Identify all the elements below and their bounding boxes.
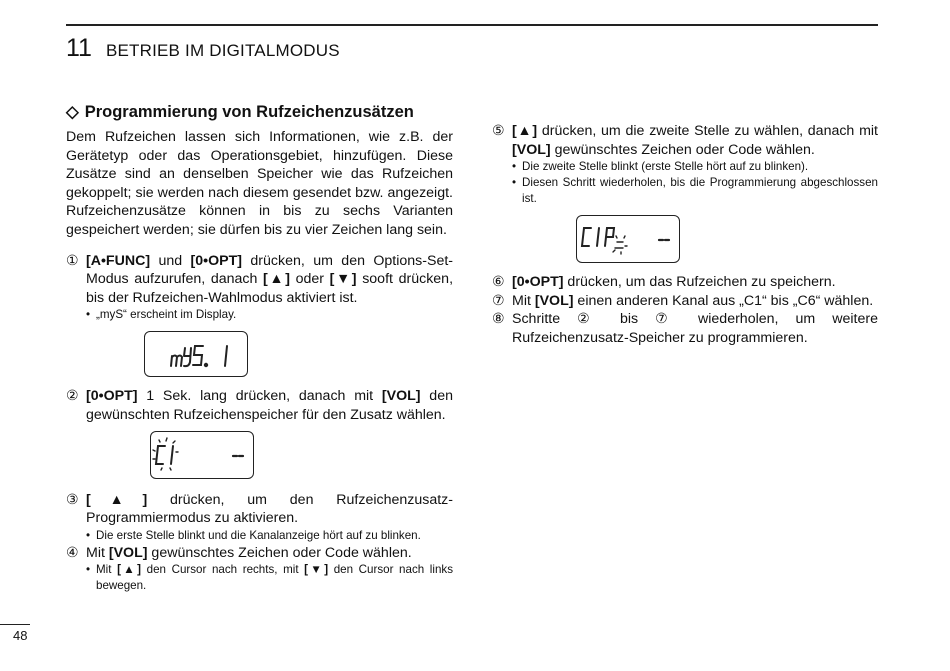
lcd-segment: [225, 346, 227, 366]
step-4: [66, 544, 453, 563]
step-text: [86, 252, 453, 308]
bullet-item: [86, 528, 453, 544]
bullet-icon: •: [512, 160, 517, 174]
step-7: [492, 292, 878, 311]
step-8: [492, 310, 878, 347]
key-label: [VOL]: [512, 141, 551, 158]
step-text: [512, 310, 878, 347]
step-number: ⑦: [492, 292, 505, 309]
lcd-segment: [193, 346, 203, 365]
lcd-segment: [171, 356, 182, 367]
lcd-display-c1p: [576, 215, 680, 263]
bullet-text: Diesen Schritt wiederholen, bis die Programmierung abgeschlossen ist.: [522, 176, 878, 206]
lcd-glyphs: [145, 332, 247, 376]
bullet-item: [512, 159, 878, 175]
step-number: ③: [66, 491, 79, 508]
step-5: [492, 122, 878, 159]
step-text-part: oder: [289, 271, 330, 288]
key-label: [▲]: [512, 123, 538, 139]
step-text: [86, 491, 453, 528]
step-reference: ②: [577, 311, 603, 328]
step-number: ①: [66, 252, 79, 269]
key-label: [▲]: [86, 491, 148, 508]
section-title: Programmierung von Rufzeichenzusätzen: [84, 103, 414, 121]
step-text-part: Schritte: [512, 311, 578, 328]
lcd-segment: [156, 446, 165, 464]
step-reference: ⑦: [655, 311, 681, 328]
chapter-number: 11: [66, 34, 92, 62]
lcd-display-mys: [144, 331, 248, 377]
key-label: [0•OPT]: [512, 274, 564, 291]
lcd-display-c1: [150, 431, 254, 479]
chapter-title: BETRIEB IM DIGITALMODUS: [105, 41, 340, 60]
step-text-part: sooft drücken, bis der Rufzeichen-Wahlmodus aktiviert ist.: [86, 271, 454, 306]
blink-mark: [613, 236, 627, 254]
step-number: ②: [66, 388, 79, 405]
bullet-text-part: Mit: [96, 563, 118, 577]
bullet-text-part: den Cursor nach links bewegen.: [96, 563, 453, 593]
lcd-segment: [184, 348, 191, 366]
bullet-text: Die erste Stelle blinkt und die Kanalanzeige hört auf zu blinken.: [96, 528, 421, 542]
chapter-header: [66, 34, 340, 63]
bullet-item: [86, 562, 453, 594]
lcd-glyphs: [151, 432, 253, 478]
step-text-part: bis: [602, 311, 656, 328]
lcd-segment: [582, 228, 591, 246]
step-text-part: gewünschtes Zeichen oder Code wählen.: [147, 544, 412, 561]
step-3: [66, 491, 453, 528]
diamond-icon: ◇: [66, 103, 79, 121]
key-label: [0•OPT]: [190, 252, 243, 269]
bullet-text: Die zweite Stelle blinkt (erste Stelle hört auf zu blinken).: [522, 160, 809, 174]
step-text-part: drücken, um die zweite Stelle zu wählen, danach mit: [537, 123, 878, 139]
lcd-segment: [597, 228, 599, 246]
intro-paragraph: Dem Rufzeichen lassen sich Informationen, wie z.B. der Gerätetyp oder das Operationsgebiet, hinzufügen. Diese Zusätze sind an denselben Speicher wie das Rufzeichen gekoppelt; sie werden nach diesem gesendet bzw. angezeigt. Rufzeichenzusätze können in bis zu sechs Varianten gespeichert werden; sie dürfen bis zu vier Zeichen lang sein.: [66, 129, 453, 238]
step-text-part: drücken, um das Rufzeichen zu speichern.: [563, 274, 836, 291]
bullet-text: [96, 562, 453, 594]
step-number: ⑤: [492, 123, 505, 139]
right-column: [492, 122, 878, 348]
step-1: [66, 252, 453, 308]
lcd-dot: [205, 364, 207, 366]
bullet-text: „myS“ erscheint im Display.: [96, 308, 237, 322]
key-label: [VOL]: [108, 544, 148, 561]
step-text-part: den gewünschten Rufzeichenspeicher für den Zusatz wählen.: [86, 388, 453, 423]
step-number: ⑥: [492, 274, 505, 291]
key-label: [VOL]: [534, 292, 574, 309]
bullet-icon: •: [86, 308, 91, 322]
bullet-text-part: den Cursor nach rechts, mit: [141, 563, 305, 577]
key-label: [▲]: [263, 271, 290, 288]
key-label: [▼]: [329, 271, 357, 288]
step-text-part: gewünschtes Zeichen oder Code wählen.: [550, 141, 815, 158]
step-text-part: einen anderen Kanal aus „C1“ bis „C6“ wählen.: [573, 292, 874, 309]
step-text-part: 1 Sek. lang drücken, danach mit: [137, 388, 382, 405]
step-text-part: drücken, um den Options-Set-Modus aufzurufen, danach: [86, 252, 453, 288]
bullet-icon: •: [86, 528, 91, 542]
step-text-part: und: [150, 252, 191, 269]
step-6: [492, 273, 878, 292]
step-number: ⑧: [492, 311, 505, 328]
key-label: [VOL]: [381, 388, 421, 405]
page-number: 48: [13, 628, 28, 643]
step-text-part: Mit: [86, 544, 109, 561]
page-number-rule: [0, 624, 30, 625]
bullet-item: [86, 307, 453, 323]
key-label: [▲]: [117, 563, 142, 577]
key-label: [A•FUNC]: [86, 252, 151, 269]
step-text: [512, 273, 878, 292]
step-text-part: drücken, um den Rufzeichenzusatz-Programmiermodus zu aktivieren.: [86, 491, 453, 527]
bullet-icon: •: [86, 563, 91, 577]
step-text: [512, 292, 878, 311]
step-number: ④: [66, 544, 79, 561]
lcd-segment: [605, 228, 614, 246]
step-text: [86, 544, 453, 563]
lcd-segment: [171, 446, 173, 464]
section-heading: [66, 102, 453, 122]
bullet-item: [512, 175, 878, 207]
key-label: [▼]: [304, 563, 329, 577]
step-2: [66, 387, 453, 424]
step-text-part: Mit: [512, 292, 535, 309]
key-label: [0•OPT]: [86, 388, 138, 405]
lcd-glyphs: [577, 216, 679, 262]
left-column: [66, 102, 453, 594]
step-text: [512, 122, 878, 159]
step-text-part: wiederholen, um weitere Rufzeichenzusatz-Speicher zu programmieren.: [512, 311, 878, 346]
step-text: [86, 387, 453, 424]
bullet-icon: •: [512, 176, 517, 190]
top-rule: [66, 24, 878, 26]
